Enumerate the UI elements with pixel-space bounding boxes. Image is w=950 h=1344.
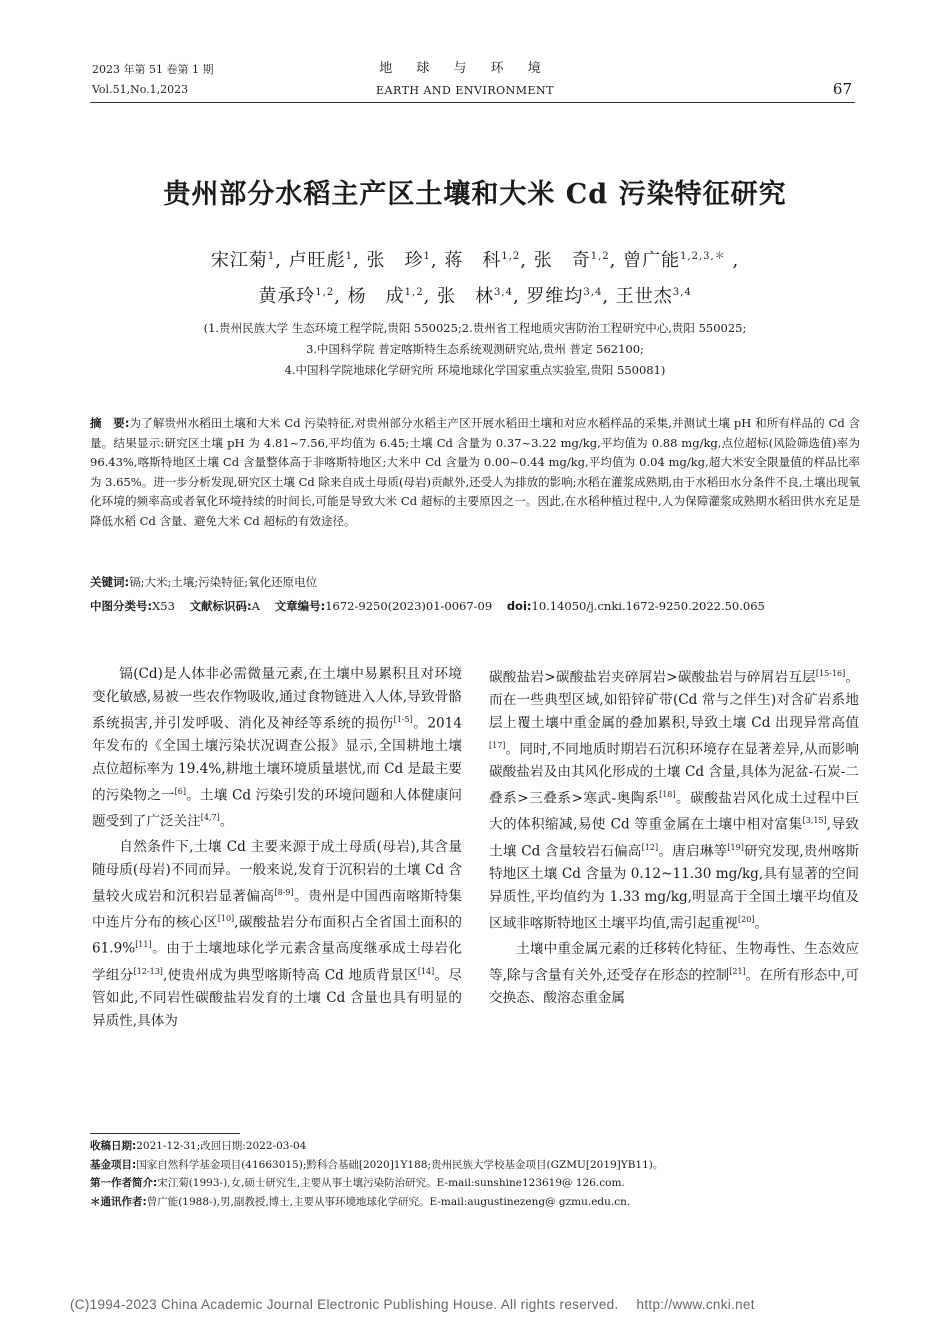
citation-ref: [10]: [217, 914, 235, 924]
author: 罗维均$^{3,4}$,: [526, 286, 610, 307]
author: 杨 成$^{1,2}$,: [347, 286, 431, 307]
affiliation-line: 4.中国科学院地球化学研究所 环境地球化学国家重点实验室,贵阳 550081): [284, 363, 666, 377]
paper-title: 贵州部分水稻主产区土壤和大米 Cd 污染特征研究: [163, 179, 787, 210]
citation-ref: [4,7]: [200, 812, 220, 822]
authors-line-2: [60, 282, 890, 308]
journal-name: [330, 58, 600, 102]
citation-ref: [14]: [417, 966, 435, 976]
citation-ref: [6]: [174, 786, 186, 796]
body-column-right: [489, 663, 859, 1013]
citation-ref: [12-13]: [133, 966, 163, 976]
citation-ref: [15-16]: [815, 669, 846, 678]
footnote-corresponding: ＊通讯作者:曾广能(1988-),男,副教授,博士,主要从事环境地球化学研究。E-mail:augustinezeng@ gzmu.edu.cn.: [90, 1195, 631, 1208]
doi: 10.14050/j.cnki.1672-9250.2022.50.065: [531, 599, 765, 613]
footnote-received: 收稿日期:2021-12-31;改回日期:2022-03-04: [90, 1140, 307, 1152]
citation-ref: [12]: [641, 842, 659, 852]
paragraph: 镉(Cd)是人体非必需微量元素,在土壤中易累积且对环境变化敏感,易被一些农作物吸收,通过食物链进入人体,导致骨骼系统损害,并引发呼吸、消化及神经等系统的损伤[1-5]。2014 年发布的《全国土壤污染状况调查公报》显示,全国耕地土壤点位超标率为 19.4%,耕地土壤环境质量堪忧,而 Cd 是最主要的污染物之一[6]。土壤 Cd 污染引发的环境问题和人体健康问题受到了广泛关注[4,7]。: [92, 666, 462, 830]
author: 宋江菊$^1$,: [210, 250, 282, 271]
author: 蒋 科$^{1,2}$,: [444, 250, 527, 271]
journal-name-en: EARTH AND ENVIRONMENT: [376, 84, 554, 97]
footnote-first-author: 第一作者简介:宋江菊(1993-),女,硕士研究生,主要从事土壤污染防治研究。E-mail:sunshine123619@ 126.com.: [90, 1177, 625, 1189]
abstract: [90, 414, 860, 531]
keywords-label: 关键词:: [90, 575, 130, 589]
author: 黄承玲$^{1,2}$,: [258, 286, 341, 307]
body-column-left: [92, 663, 462, 1036]
page-number: 67: [832, 80, 852, 98]
author: 张 林$^{3,4}$,: [437, 286, 520, 307]
citation-ref: [8-9]: [274, 887, 294, 897]
citation-ref: [3,15]: [802, 816, 827, 826]
affiliation-line: (1.贵州民族大学 生态环境工程学院,贵阳 550025;2.贵州省工程地质灾害防治工程研究中心,贵阳 550025;: [203, 321, 747, 335]
copyright-footer: [70, 1297, 755, 1312]
paragraph: 自然条件下,土壤 Cd 主要来源于成土母质(母岩),其含量随母质(母岩)不同而异。一般来说,发育于沉积岩的土壤 Cd 含量较火成岩和沉积岩显著偏高[8-9]。贵州是中国西南喀斯特集中连片分布的核心区[10],碳酸盐岩分布面积占全省国土面积的 61.9%[11]。由于土壤地球化学元素含量高度继承成土母岩化学组分[12-13],使贵州成为典型喀斯特高 Cd 地质背景区[14]。尽管如此,不同岩性碳酸盐岩发育的土壤 Cd 含量也具有明显的异质性,具体为: [92, 839, 463, 1029]
author: 张 奇$^{1,2}$,: [533, 250, 617, 271]
footnotes: [90, 1137, 860, 1211]
header-divider: [90, 102, 855, 103]
citation-ref: [17]: [489, 740, 506, 750]
authors-line-1: [60, 246, 890, 272]
abstract-text: 为了解贵州水稻田土壤和大米 Cd 污染特征,对贵州部分水稻主产区开展水稻田土壤和对应水稻样品的采集,并测试土壤 pH 和所有样品的 Cd 含量。结果显示:研究区土壤 pH 为 4.81~7.56,平均值为 6.45;土壤 Cd 含量为 0.37~3.22 mg/kg,平均值为 0.88 mg/kg,点位超标(风险筛选值)率为 96.43%,喀斯特地区土壤 Cd 含量整体高于非喀斯特地区;大米中 Cd 含量为 0.00~0.44 mg/kg,平均值为 0.04 mg/kg,超大米安全限量值的样品比率为 3.65%。进一步分析发现,研究区土壤 Cd 除来自成土母质(母岩)贡献外,还受人为排放的影响;水稻在灌浆成熟期,由于水稻田水分条件不良,土壤出现氧化环境的频率高或者氧化环境持续的时间长,可能是导致大米 Cd 超标的主要原因之一。因此,在水稻种植过程中,人为保障灌浆成熟期水稻田供水充足是降低水稻 Cd 含量、避免大米 Cd 超标的有效途径。: [90, 416, 860, 528]
footnote-funding: 基金项目:国家自然科学基金项目(41663015);黔科合基础[2020]1Y188;贵州民族大学校基金项目(GZMU[2019]YB11)。: [90, 1158, 664, 1171]
affiliation-line: 3.中国科学院 普定喀斯特生态系统观测研究站,贵州 普定 562100;: [306, 342, 644, 356]
article-number: 1672-9250(2023)01-0067-09: [325, 599, 493, 613]
issue-en: Vol.51,No.1,2023: [92, 83, 189, 96]
clc-number: X53: [152, 599, 175, 613]
author: 王世杰$^{3,4}$: [615, 286, 692, 307]
paragraph: 土壤中重金属元素的迁移转化特征、生物毒性、生态效应等,除与含量有关外,还受存在形态的控制[21]。在所有形态中,可交换态、酸溶态重金属: [489, 940, 859, 1007]
journal-issue-info: [92, 60, 213, 100]
citation-ref: [21]: [729, 966, 746, 976]
document-code: A: [251, 599, 260, 613]
copyright-text: (C)1994-2023 China Academic Journal Electronic Publishing House. All rights reserved.: [70, 1297, 619, 1312]
citation-ref: [11]: [135, 940, 152, 950]
journal-name-cn: 地 球 与 环 境: [379, 61, 551, 76]
cnki-link[interactable]: http://www.cnki.net: [636, 1297, 755, 1312]
keywords: [90, 574, 860, 590]
footnote-divider: [90, 1133, 240, 1134]
classification-line: 中图分类号:X53 文献标识码:A 文章编号:1672-9250(2023)01-0067-09 doi:10.14050/j.cnki.1672-9250.2022.50.065: [90, 599, 765, 613]
issue-cn: 2023 年第 51 卷第 1 期: [92, 63, 214, 76]
keywords-text: 镉;大米;土壤;污染特征;氧化还原电位: [129, 575, 318, 589]
author: 张 珍$^1$,: [366, 250, 438, 271]
citation-ref: [18]: [659, 790, 676, 800]
paragraph: 碳酸盐岩>碳酸盐岩夹碎屑岩>碳酸盐岩与碎屑岩互层[15-16]。而在一些典型区域,如铅锌矿带(Cd 常与之伴生)对含矿岩系地层上覆土壤中重金属的叠加累积,导致土壤 Cd 出现异常高值[17]。同时,不同地质时期岩石沉积环境存在显著差异,从而影响碳酸盐岩及由其风化形成的土壤 Cd 含量,具体为泥盆-石炭-二叠系>三叠系>寒武-奥陶系[18]。碳酸盐岩风化成土过程中巨大的体积缩减,易使 Cd 等重金属在土壤中相对富集[3,15],导致土壤 Cd 含量较岩石偏高[12]。唐启琳等[19]研究发现,贵州喀斯特地区土壤 Cd 含量为 0.12~11.30 mg/kg,具有显著的空间异质性,平均值约为 1.33 mg/kg,明显高于全国土壤平均值及区域非喀斯特地区土壤平均值,需引起重视[20]。: [489, 669, 860, 932]
citation-ref: [20]: [738, 914, 755, 924]
author: 卢旺彪$^1$,: [288, 250, 360, 271]
abstract-label: 摘 要:: [90, 416, 130, 430]
author-corresponding: 曾广能$^{1,2,3,*}$ ,: [623, 250, 740, 271]
affiliations: [60, 318, 890, 381]
citation-ref: [1-5]: [393, 714, 413, 724]
citation-ref: [19]: [727, 842, 744, 852]
